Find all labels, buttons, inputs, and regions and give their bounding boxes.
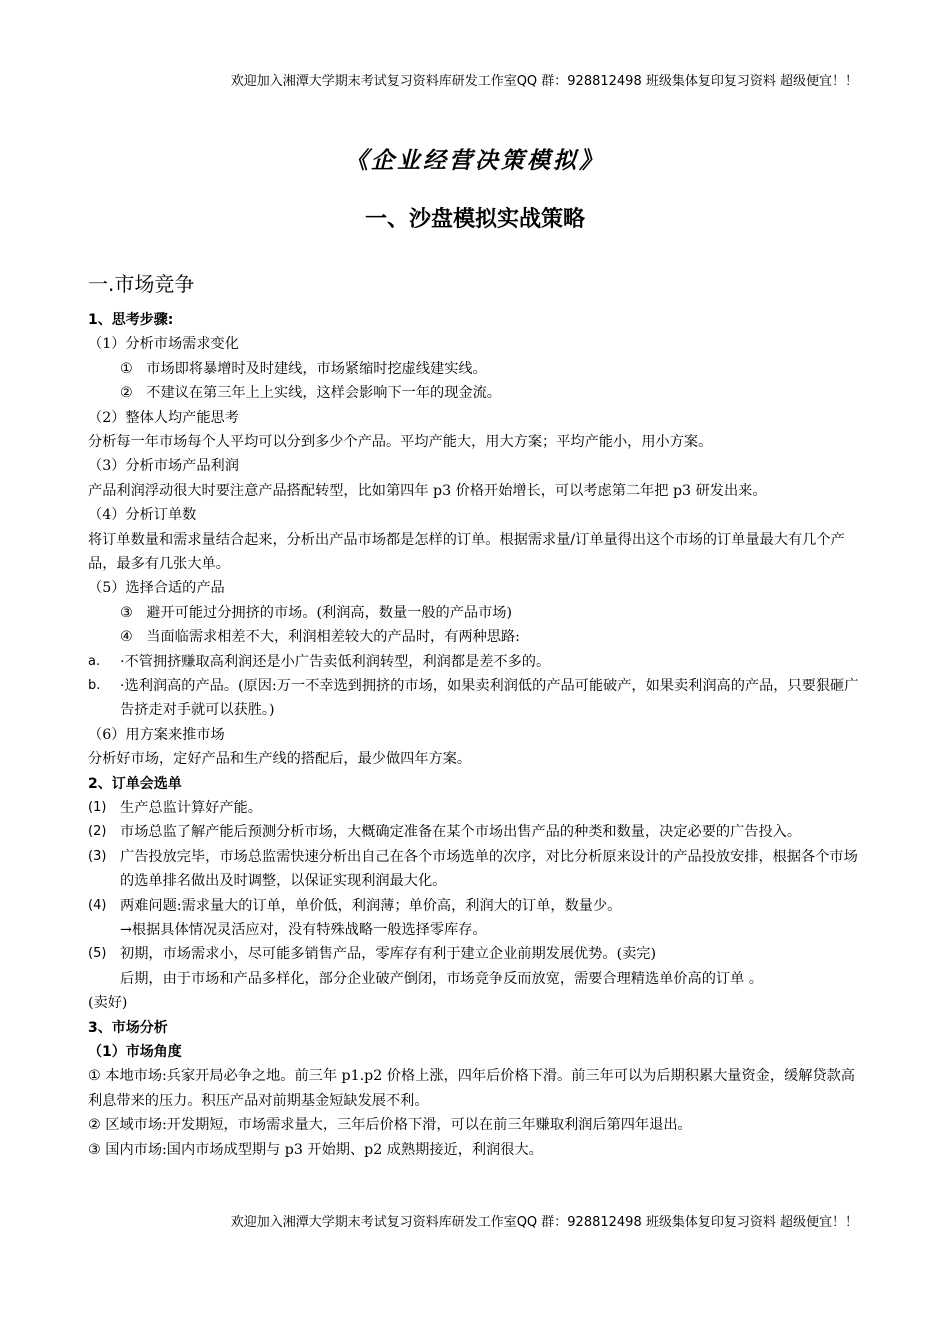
list-marker: ④ (120, 629, 133, 646)
list-item-text: 本地市场:兵家开局必争之地。前三年 p1.p2 价格上涨，四年后价格下滑。前三年可以为后期积累大量资金，缓解贷款高利息带来的压力。积压产品对前期基金短缺发展不利。 (88, 1068, 855, 1109)
list-item-text: 当面临需求相差不大，利润相差较大的产品时，有两种思路: (146, 629, 520, 646)
subsection-heading-order-meeting: 2、订单会选单 (88, 775, 182, 792)
list-item-text: 避开可能过分拥挤的市场。(利润高，数量一般的产品市场) (146, 604, 513, 621)
list-marker: ① (120, 360, 133, 377)
list-marker: ② (120, 385, 133, 402)
list-marker: (2) (88, 824, 107, 840)
section-heading: 一.市场竞争 (88, 272, 195, 296)
list-item-text: 生产总监计算好产能。 (120, 799, 262, 816)
paragraph: 产品利润浮动很大时要注意产品搭配转型，比如第四年 p3 价格开始增长，可以考虑第二年把 p3 研发出来。 (88, 482, 767, 499)
list-item-text: 区域市场:开发期短，市场需求量大，三年后价格下滑，可以在前三年赚取利润后第四年退出。 (105, 1117, 692, 1134)
list-item-text: ·不管拥挤赚取高利润还是小广告卖低利润转型，利润都是差不多的。 (120, 653, 551, 670)
paragraph: 后期，由于市场和产品多样化，部分企业破产倒闭，市场竞争反而放宽，需要合理精选单价高的订单 。 (120, 970, 763, 987)
document-body (88, 308, 868, 1162)
list-marker: b. (88, 677, 101, 693)
list-item-text: ·选利润高的产品。(原因:万一不幸选到拥挤的市场，如果卖利润低的产品可能破产，如果卖利润高的产品，只要狠砸广告挤走对手就可以获胜。) (120, 677, 859, 719)
list-item-text: 国内市场:国内市场成型期与 p3 开始期、p2 成熟期接近，利润很大。 (105, 1141, 543, 1158)
paragraph: 分析好市场，定好产品和生产线的搭配后，最少做四年方案。 (88, 751, 472, 768)
step-heading: （3）分析市场产品利润 (88, 458, 239, 475)
page-header: 欢迎加入湘潭大学期末考试复习资料库研发工作室QQ 群：928812498 班级集体复印复习资料 超级便宜！！ (230, 74, 858, 89)
list-item-text: 初期，市场需求小，尽可能多销售产品，零库存有利于建立企业前期发展优势。(卖完) (120, 946, 657, 963)
step-heading: （1）分析市场需求变化 (88, 336, 239, 353)
page-footer: 欢迎加入湘潭大学期末考试复习资料库研发工作室QQ 群：928812498 班级集体复印复习资料 超级便宜！！ (230, 1215, 858, 1230)
list-marker: a. (88, 653, 101, 669)
list-marker: ② (88, 1117, 101, 1134)
subsection-heading-market-analysis: 3、市场分析 (88, 1019, 168, 1036)
list-item-text: →根据具体情况灵活应对，没有特殊战略一般选择零库存。 (120, 921, 487, 938)
step-heading: （6）用方案来推市场 (88, 726, 225, 743)
step-heading: （4）分析订单数 (88, 507, 197, 524)
step-heading: （1）市场角度 (88, 1043, 182, 1060)
list-item-text: 市场即将暴增时及时建线，市场紧缩时挖虚线建实线。 (146, 360, 487, 377)
list-item-text: 不建议在第三年上上实线，这样会影响下一年的现金流。 (146, 385, 501, 402)
list-marker: ① (88, 1068, 101, 1085)
document-title: 《企业经营决策模拟》 (345, 147, 605, 174)
list-marker (88, 918, 120, 942)
list-item-text: 市场总监了解产能后预测分析市场，大概确定准备在某个市场出售产品的种类和数量，决定必要的广告投入。 (120, 824, 802, 841)
list-marker: (1) (88, 799, 107, 815)
step-heading: （5）选择合适的产品 (88, 580, 225, 597)
list-item-text: 广告投放完毕，市场总监需快速分析出自己在各个市场选单的次序，对比分析原来设计的产品投放安排，根据各个市场的选单排名做出及时调整，以保证实现利润最大化。 (120, 848, 858, 890)
list-marker: ③ (88, 1141, 101, 1158)
list-marker: ③ (120, 604, 133, 621)
step-heading: （2）整体人均产能思考 (88, 409, 239, 426)
paragraph: (卖好) (88, 995, 128, 1012)
document-subtitle: 一、沙盘模拟实战策略 (364, 207, 585, 232)
paragraph: 分析每一年市场每个人平均可以分到多少个产品。平均产能大，用大方案；平均产能小，用小方案。 (88, 433, 713, 450)
list-marker: (5) (88, 946, 107, 962)
list-marker: (3) (88, 848, 107, 864)
list-item-text: 两难问题:需求量大的订单，单价低，利润薄；单价高，利润大的订单，数量少。 (120, 897, 622, 914)
paragraph: 将订单数量和需求量结合起来，分析出产品市场都是怎样的订单。根据需求量/订单量得出这个市场的订单量最大有几个产品，最多有几张大单。 (88, 531, 845, 572)
subsection-heading-thinking-steps: 1、思考步骤: (88, 312, 174, 328)
list-marker: (4) (88, 897, 107, 913)
